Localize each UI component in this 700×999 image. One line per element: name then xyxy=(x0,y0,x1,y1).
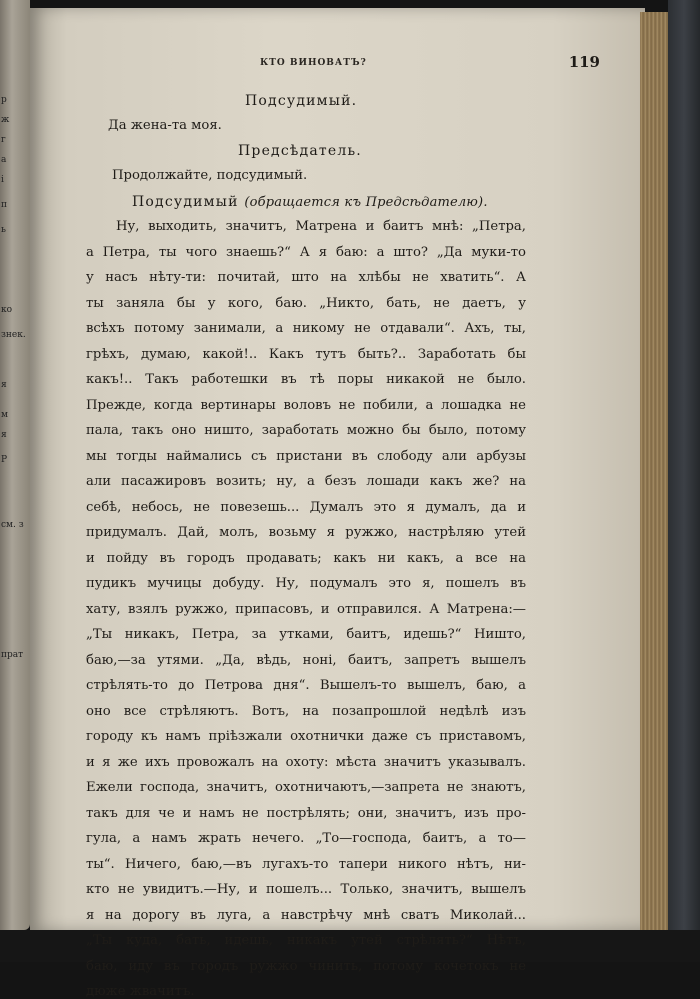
text-line: ты заняла бы у кого, баю. „Никто, бать, не даетъ, у xyxy=(86,295,526,311)
text-line: пудикъ мучицы добуду. Ну, подумалъ это я, пошелъ въ xyxy=(86,576,526,591)
left-page-text-fragment: ж xyxy=(1,115,10,125)
text-line: всѣхъ потому занимали, а никому не отдавали“. Ахъ, ты, xyxy=(86,321,526,336)
left-page-text-fragment: я xyxy=(1,380,7,390)
text-line: ты“. Ничего, баю,—въ лугахъ-то тапери никого нѣтъ, ни- xyxy=(86,856,526,872)
left-page-edge xyxy=(0,0,30,930)
text-line: мы тогды наймались съ пристани въ слободу али арбузы xyxy=(86,448,526,464)
text-line: у насъ нѣту-ти: почитай, што на хлѣбы не хватить“. А xyxy=(86,270,526,285)
text-line: и пойду въ городъ продавать; какъ ни какъ, а все на xyxy=(86,550,526,566)
text-line: Ну, выходить, значитъ, Матрена и баитъ мнѣ: „Петра, xyxy=(116,219,526,234)
book-cover xyxy=(668,0,700,950)
text-line: грѣхъ, думаю, какой!.. Какъ тутъ быть?.. Заработать бы xyxy=(86,346,526,362)
text-line: такъ для че и намъ не пострѣлять; они, значитъ, изъ про- xyxy=(86,805,526,821)
text-line: али пасажировъ возить; ну, а безъ лошади какъ же? на xyxy=(86,474,526,489)
speech-line: Продолжайте, подсудимый. xyxy=(112,168,308,183)
speaker-heading-chairman: Предсѣдатель. xyxy=(238,143,362,159)
left-page-text-fragment: знек. xyxy=(1,330,26,340)
text-line: и я же ихъ провожалъ на охоту: мѣста значитъ указывалъ. xyxy=(86,754,526,770)
text-line: гула, а намъ жрать нечего. „То—господа, баитъ, а то— xyxy=(86,831,526,846)
text-line: Ежели господа, значитъ, охотничаютъ,—запрета не знаютъ, xyxy=(86,780,526,795)
text-line: кто не увидитъ.—Ну, и пошелъ... Только, значитъ, вышелъ xyxy=(86,882,526,897)
text-line: пала, такъ оно ништо, заработать можно бы было, потому xyxy=(86,423,526,438)
left-page-text-fragment: г xyxy=(1,135,6,145)
text-line: себѣ, небось, не повезешь... Думалъ это я думалъ, да и xyxy=(86,499,526,515)
left-page-text-fragment: ко xyxy=(1,305,13,315)
text-line: я на дорогу въ луга, а навстрѣчу мнѣ сватъ Миколай... xyxy=(86,907,526,923)
left-page-text-fragment: прат xyxy=(1,650,24,660)
left-page-text-fragment: а xyxy=(1,155,7,165)
page-number: 119 xyxy=(568,53,600,71)
text-line: Прежде, когда вертинары воловъ не побили, а лошадка не xyxy=(86,397,526,413)
text-line: хату, взялъ ружжо, припасовъ, и отправился. А Матрена:— xyxy=(86,601,526,617)
text-line: а Петра, ты чого знаешь?“ А я баю: а што? „Да муки-то xyxy=(86,244,526,260)
speech-line: Да жена-та моя. xyxy=(108,118,222,133)
left-page-text-fragment: ь xyxy=(1,225,6,235)
left-page-text-fragment: я xyxy=(1,430,7,440)
text-line: „Ты куда, бать, идешь, никакъ утей стрѣлять?“ Нѣтъ, xyxy=(86,933,526,948)
running-title: КТО ВИНОВАТЪ? xyxy=(260,58,367,68)
speaker-heading-defendant: Подсудимый. xyxy=(245,93,358,109)
left-page-text-fragment: см. з xyxy=(1,520,24,530)
page-edges xyxy=(640,12,670,937)
stage-direction: (обращается къ Предсѣдателю). xyxy=(244,195,488,210)
text-line: стрѣлять-то до Петрова дня“. Вышелъ-то вышелъ, баю, а xyxy=(86,678,526,693)
page-header xyxy=(230,53,600,76)
left-page-text-fragment: Р xyxy=(1,455,8,465)
left-page-text-fragment: і xyxy=(1,175,4,185)
text-line: „Ты никакъ, Петра, за утками, баитъ, идешь?“ Ништо, xyxy=(86,627,526,642)
left-page-text-fragment: м xyxy=(1,410,9,420)
text-line: оно все стрѣляютъ. Вотъ, на позапрошлой недѣлѣ изъ xyxy=(86,703,526,719)
text-line: городу къ намъ пріѣзжали охотнички даже съ приставомъ, xyxy=(86,729,526,744)
text-line: придумалъ. Дай, молъ, возьму я ружжо, настрѣляю утей xyxy=(86,525,526,540)
speaker-heading-defendant-aside xyxy=(132,194,488,210)
text-line: баю, иду въ городъ ружжо чинить, потому кочетокъ не xyxy=(86,958,526,974)
text-line: какъ!.. Такъ работешки въ тѣ поры никакой не было. xyxy=(86,372,526,387)
speaker-name: Подсудимый xyxy=(132,194,239,210)
left-page-text-fragment: п xyxy=(1,200,7,210)
text-line: дюже жвачитъ. xyxy=(86,984,195,999)
left-page-text-fragment: р xyxy=(1,95,7,105)
text-line: баю,—за утями. „Да, вѣдь, ноні, баитъ, запретъ вышелъ xyxy=(86,652,526,668)
